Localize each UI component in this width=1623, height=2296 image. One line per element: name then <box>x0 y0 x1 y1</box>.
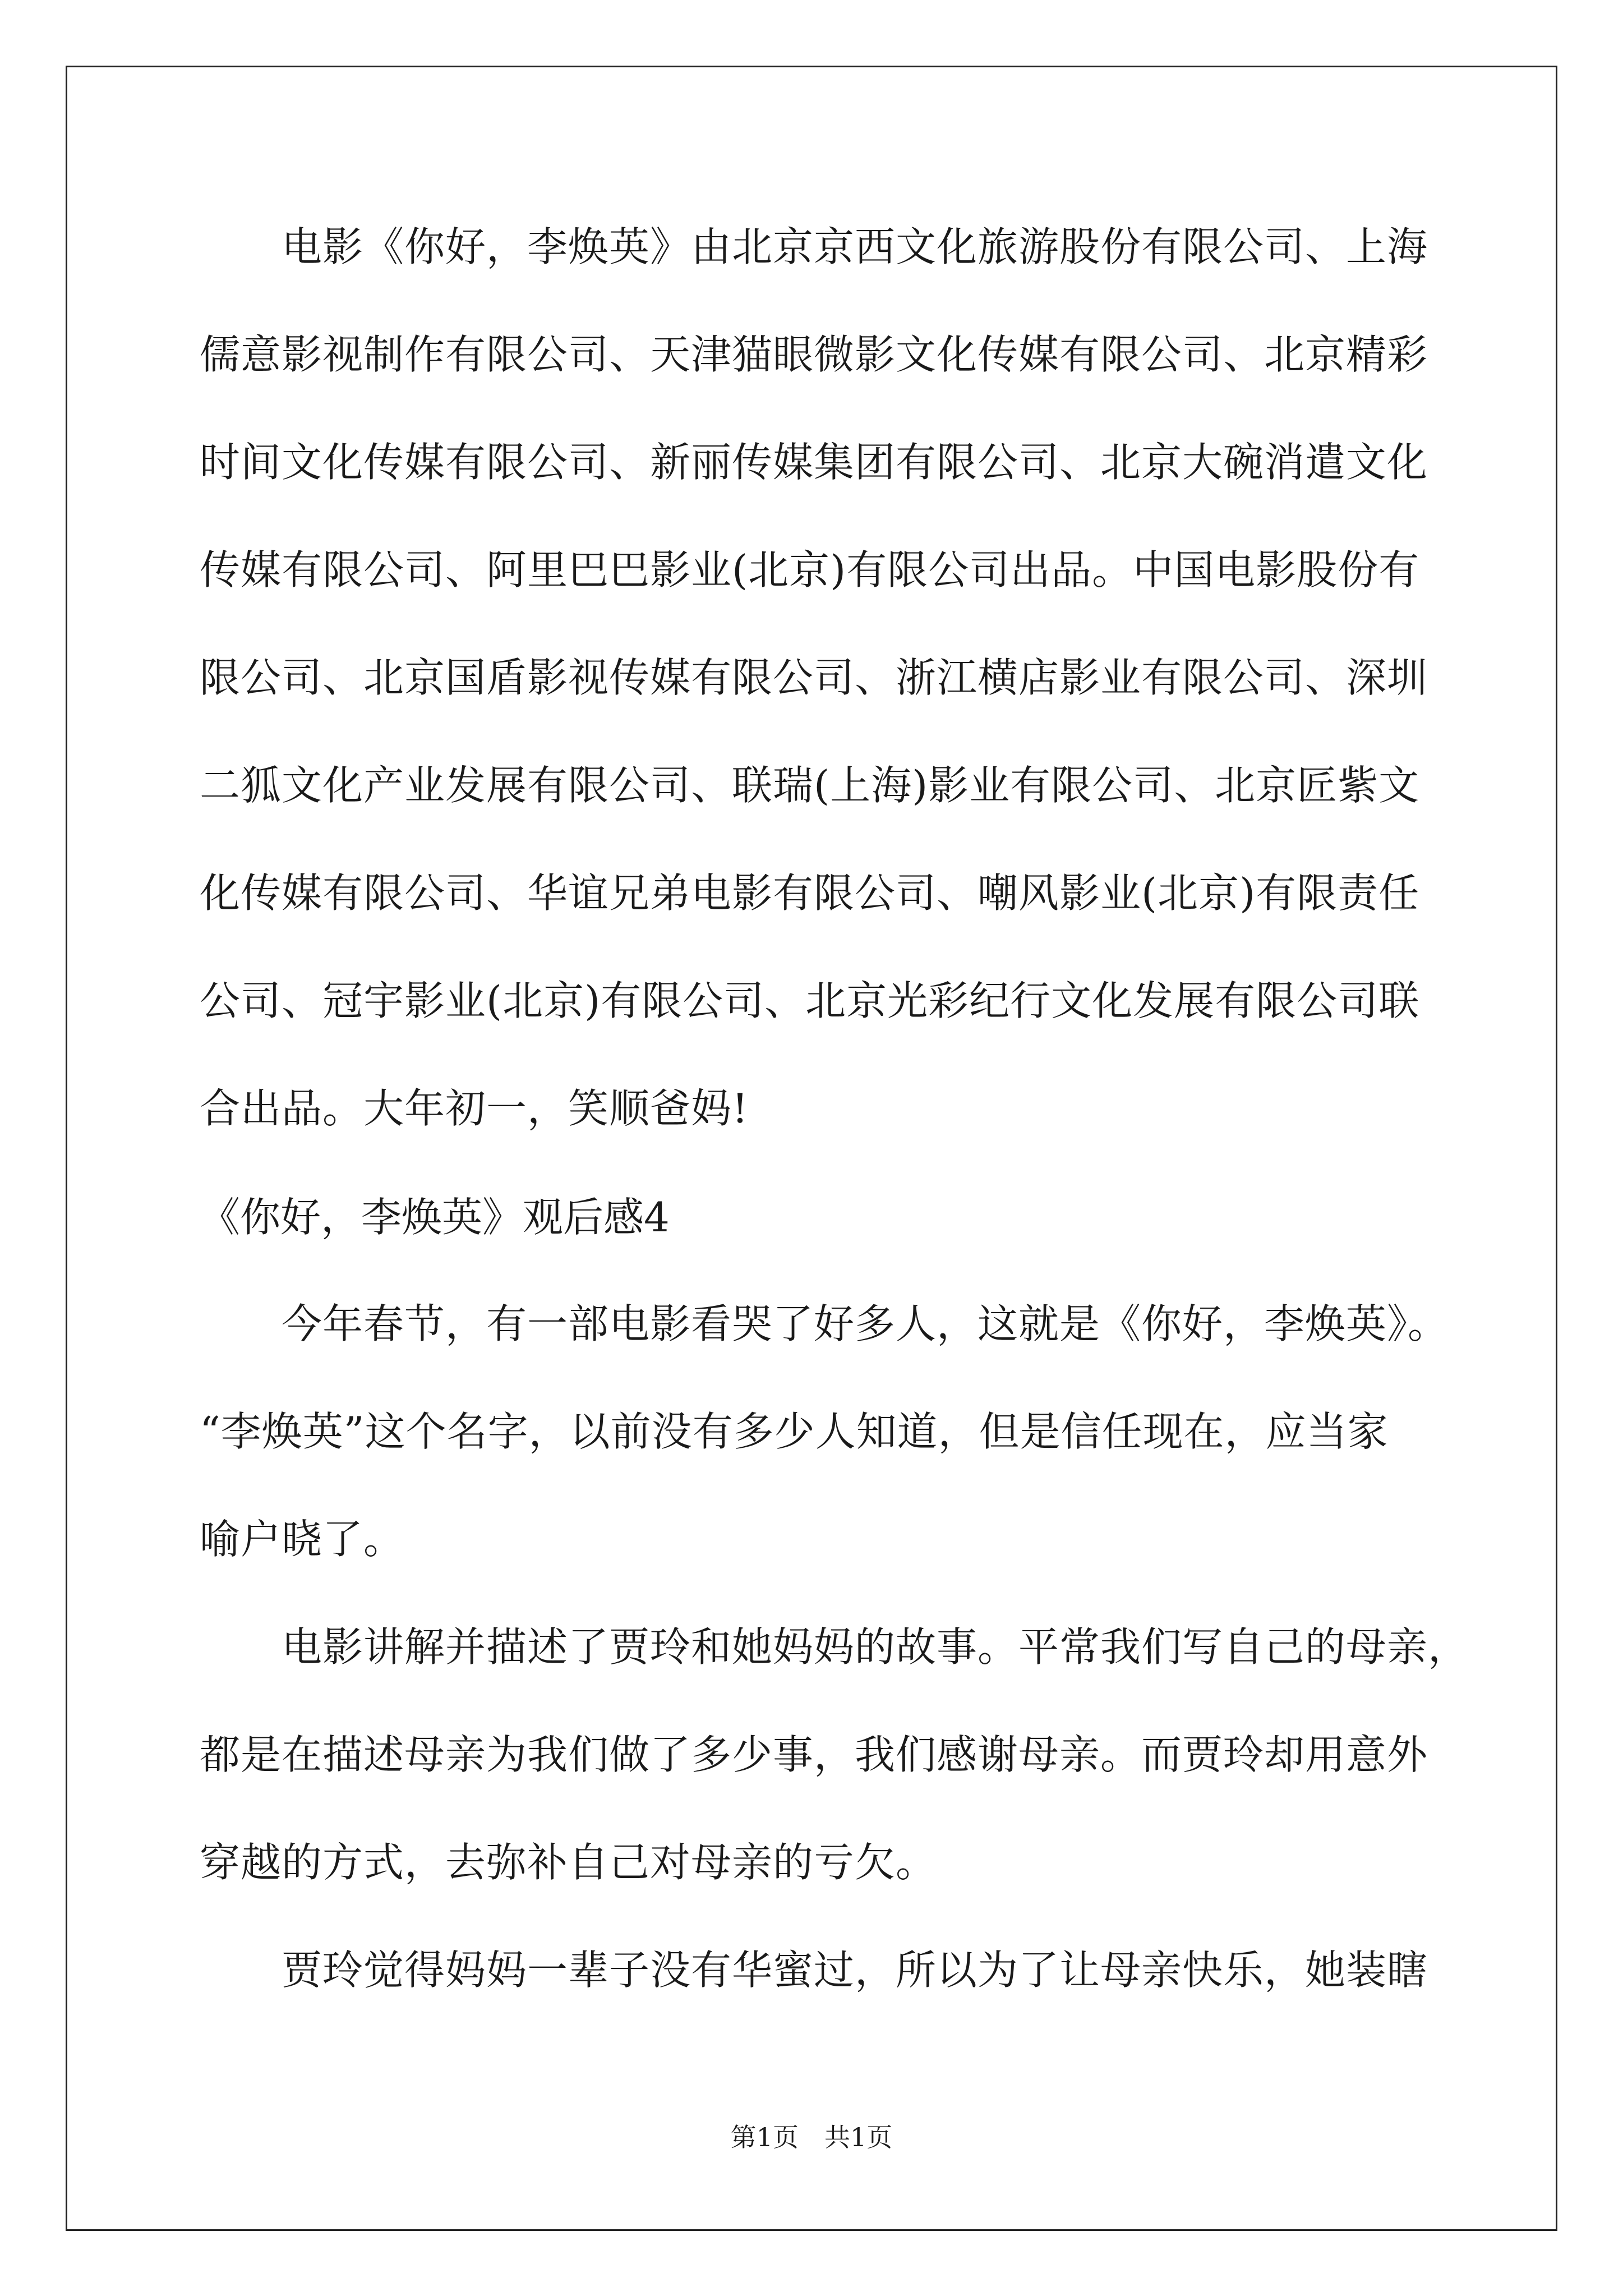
paragraph-3-line: 电影讲解并描述了贾玲和她妈妈的故事。平常我们写自己的母亲， <box>200 1623 1469 1671</box>
paragraph-2-line: “李焕英”这个名字，以前没有多少人知道，但是信任现在，应当家 <box>200 1408 1389 1455</box>
paragraph-3-line: 都是在描述母亲为我们做了多少事，我们感谢母亲。而贾玲却用意外 <box>200 1731 1428 1778</box>
page-border <box>66 66 1557 2231</box>
paragraph-2-line: 今年春节，有一部电影看哭了好多人，这就是《你好，李焕英》。 <box>200 1300 1449 1347</box>
paragraph-2-line: 喻户晓了。 <box>200 1516 405 1563</box>
paragraph-3-line: 穿越的方式，去弥补自己对母亲的亏欠。 <box>200 1839 937 1886</box>
paragraph-1-line: 电影《你好，李焕英》由北京京西文化旅游股份有限公司、上海 <box>200 223 1428 270</box>
paragraph-1-line: 限公司、北京国盾影视传媒有限公司、浙江横店影业有限公司、深圳 <box>200 654 1428 701</box>
paragraph-1-line: 合出品。大年初一，笑顺爸妈! <box>200 1085 749 1132</box>
section-heading: 《你好，李焕英》观后感4 <box>200 1194 670 1241</box>
paragraph-1-line: 公司、冠宇影业(北京)有限公司、北京光彩纪行文化发展有限公司联 <box>200 977 1420 1024</box>
paragraph-1-line: 传媒有限公司、阿里巴巴影业(北京)有限公司出品。中国电影股份有 <box>200 546 1420 593</box>
paragraph-1-line: 二狐文化产业发展有限公司、联瑞(上海)影业有限公司、北京匠紫文 <box>200 762 1420 809</box>
paragraph-4-line: 贾玲觉得妈妈一辈子没有华蜜过，所以为了让母亲快乐，她装瞎 <box>200 1947 1428 1994</box>
page-number-footer: 第1页 共1页 <box>730 2122 893 2152</box>
paragraph-1-line: 时间文化传媒有限公司、新丽传媒集团有限公司、北京大碗消遣文化 <box>200 439 1428 486</box>
paragraph-1-line: 化传媒有限公司、华谊兄弟电影有限公司、嘲风影业(北京)有限责任 <box>200 869 1420 917</box>
paragraph-1-line: 儒意影视制作有限公司、天津猫眼微影文化传媒有限公司、北京精彩 <box>200 331 1428 378</box>
